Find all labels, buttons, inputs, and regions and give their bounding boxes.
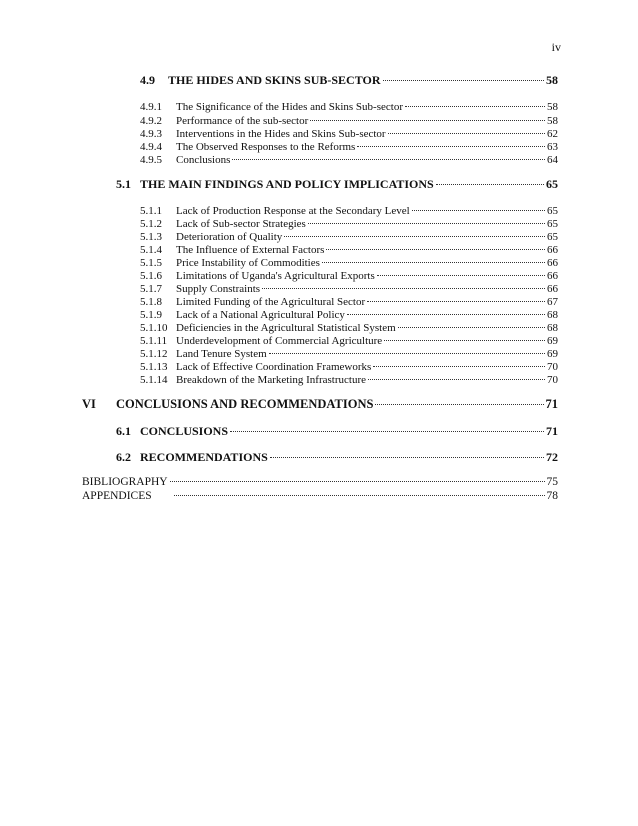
dot-leader xyxy=(170,481,545,482)
dot-leader xyxy=(377,275,545,276)
dot-leader xyxy=(269,353,545,354)
section-title: CONCLUSIONS xyxy=(140,424,229,438)
dot-leader xyxy=(262,288,545,289)
dot-leader xyxy=(398,327,545,328)
dot-leader xyxy=(232,159,545,160)
dot-leader xyxy=(347,314,545,315)
page-ref: 69 xyxy=(547,348,558,360)
toc-subsection[interactable] xyxy=(140,115,558,127)
toc-subsection[interactable] xyxy=(140,128,558,140)
page-ref: 66 xyxy=(547,257,558,269)
back-matter-title: BIBLIOGRAPHY xyxy=(82,476,168,488)
subsection-title: Limited Funding of the Agricultural Sector xyxy=(176,296,366,308)
dot-leader xyxy=(367,301,545,302)
subsection-number: 4.9.2 xyxy=(140,115,162,127)
dot-leader xyxy=(405,106,545,107)
subsection-title: Lack of Sub-sector Strategies xyxy=(176,218,306,230)
page-ref: 69 xyxy=(547,335,558,347)
toc-section-6-1[interactable] xyxy=(116,424,558,439)
page-ref: 66 xyxy=(547,270,558,282)
page-ref: 68 xyxy=(547,322,558,334)
toc-subsection[interactable] xyxy=(140,231,558,243)
subsection-number: 5.1.8 xyxy=(140,296,162,308)
subsection-number: 5.1.12 xyxy=(140,348,168,360)
toc-subsection[interactable] xyxy=(140,205,558,217)
subsection-number: 5.1.1 xyxy=(140,205,162,217)
dot-leader xyxy=(308,223,545,224)
back-matter-title: APPENDICES xyxy=(82,490,152,502)
page-ref: 66 xyxy=(547,244,558,256)
subsection-title: Land Tenure System xyxy=(176,348,267,360)
page-ref: 71 xyxy=(546,424,558,438)
section-number: 6.1 xyxy=(116,424,131,438)
toc-appendices[interactable] xyxy=(82,490,558,502)
toc-subsection[interactable] xyxy=(140,101,558,113)
toc-subsection[interactable] xyxy=(140,374,558,386)
page-ref: 58 xyxy=(547,101,558,113)
page-ref: 78 xyxy=(546,490,558,502)
subsection-number: 5.1.11 xyxy=(140,335,168,347)
subsection-title: The Observed Responses to the Reforms xyxy=(176,141,356,153)
page-ref: 67 xyxy=(547,296,558,308)
toc-section-6-2[interactable] xyxy=(116,450,558,465)
page-ref: 65 xyxy=(547,218,558,230)
subsection-number: 5.1.14 xyxy=(140,374,168,386)
subsection-number: 5.1.2 xyxy=(140,218,162,230)
dot-leader xyxy=(230,431,544,432)
section-title: THE HIDES AND SKINS SUB-SECTOR xyxy=(168,73,381,87)
dot-leader xyxy=(322,262,545,263)
dot-leader xyxy=(383,80,544,81)
chapter-title: CONCLUSIONS AND RECOMMENDATIONS xyxy=(116,397,374,411)
page-ref: 68 xyxy=(547,309,558,321)
subsection-title: The Significance of the Hides and Skins Sub-sector xyxy=(176,101,403,113)
section-number: 5.1 xyxy=(116,177,131,191)
page-ref: 70 xyxy=(547,361,558,373)
subsection-number: 4.9.1 xyxy=(140,101,162,113)
section-number: 4.9 xyxy=(140,73,155,87)
dot-leader xyxy=(436,184,544,185)
page-ref: 71 xyxy=(545,397,558,411)
toc-subsection[interactable] xyxy=(140,270,558,282)
subsection-number: 4.9.5 xyxy=(140,154,162,166)
subsection-title: Lack of Effective Coordination Frameworks xyxy=(176,361,372,373)
page-number: iv xyxy=(551,40,561,54)
page-ref: 63 xyxy=(547,141,558,153)
dot-leader xyxy=(270,457,544,458)
toc-bibliography[interactable] xyxy=(82,476,558,488)
dot-leader xyxy=(357,146,545,147)
page-ref: 65 xyxy=(547,205,558,217)
subsection-title: Conclusions xyxy=(176,154,231,166)
dot-leader xyxy=(388,133,545,134)
dot-leader xyxy=(284,236,545,237)
dot-leader xyxy=(310,120,545,121)
dot-leader xyxy=(384,340,545,341)
toc-section-4-9[interactable] xyxy=(140,73,558,88)
toc-subsection[interactable] xyxy=(140,141,558,153)
page-ref: 64 xyxy=(547,154,558,166)
subsection-number: 5.1.3 xyxy=(140,231,162,243)
section-title: THE MAIN FINDINGS AND POLICY IMPLICATIONS xyxy=(140,177,434,191)
page-ref: 65 xyxy=(547,231,558,243)
subsection-title: Lack of Production Response at the Secondary Level xyxy=(176,205,410,217)
page-ref: 58 xyxy=(547,115,558,127)
toc-subsection[interactable] xyxy=(140,218,558,230)
toc-subsection[interactable] xyxy=(140,257,558,269)
subsection-title: Performance of the sub-sector xyxy=(176,115,309,127)
subsection-number: 5.1.5 xyxy=(140,257,162,269)
dot-leader xyxy=(373,366,545,367)
toc-subsection[interactable] xyxy=(140,296,558,308)
subsection-title: Underdevelopment of Commercial Agriculture xyxy=(176,335,383,347)
subsection-title: The Influence of External Factors xyxy=(176,244,325,256)
section-title: RECOMMENDATIONS xyxy=(140,450,268,464)
subsection-number: 5.1.4 xyxy=(140,244,162,256)
subsection-number: 5.1.13 xyxy=(140,361,168,373)
subsection-title: Limitations of Uganda's Agricultural Exports xyxy=(176,270,375,282)
subsection-title: Price Instability of Commodities xyxy=(176,257,320,269)
subsection-title: Interventions in the Hides and Skins Sub-sector xyxy=(176,128,386,140)
subsection-title: Supply Constraints xyxy=(176,283,261,295)
toc-subsection[interactable] xyxy=(140,309,558,321)
page-ref: 70 xyxy=(547,374,558,386)
dot-leader xyxy=(174,495,545,496)
toc-subsection[interactable] xyxy=(140,244,558,256)
page-ref: 65 xyxy=(546,177,558,191)
page-ref: 72 xyxy=(546,450,558,464)
page-ref: 58 xyxy=(546,73,558,87)
page-ref: 62 xyxy=(547,128,558,140)
subsection-number: 5.1.10 xyxy=(140,322,168,334)
toc-subsection[interactable] xyxy=(140,335,558,347)
subsection-number: 4.9.3 xyxy=(140,128,162,140)
chapter-number: VI xyxy=(82,397,96,411)
page-ref: 66 xyxy=(547,283,558,295)
section-number: 6.2 xyxy=(116,450,131,464)
subsection-number: 4.9.4 xyxy=(140,141,162,153)
toc-subsection[interactable] xyxy=(140,348,558,360)
toc-subsection[interactable] xyxy=(140,322,558,334)
toc-chapter-6[interactable] xyxy=(82,397,558,412)
subsection-title: Deficiencies in the Agricultural Statistical System xyxy=(176,322,396,334)
toc-section-5-1[interactable] xyxy=(116,177,558,192)
subsection-number: 5.1.7 xyxy=(140,283,162,295)
page-ref: 75 xyxy=(546,476,558,488)
subsection-title: Breakdown of the Marketing Infrastructure xyxy=(176,374,366,386)
toc-subsection[interactable] xyxy=(140,283,558,295)
dot-leader xyxy=(368,379,545,380)
dot-leader xyxy=(326,249,545,250)
dot-leader xyxy=(412,210,545,211)
subsection-number: 5.1.9 xyxy=(140,309,162,321)
dot-leader xyxy=(375,404,543,405)
toc-subsection[interactable] xyxy=(140,154,558,166)
subsection-number: 5.1.6 xyxy=(140,270,162,282)
subsection-title: Deterioration of Quality xyxy=(176,231,283,243)
toc-subsection[interactable] xyxy=(140,361,558,373)
subsection-title: Lack of a National Agricultural Policy xyxy=(176,309,345,321)
